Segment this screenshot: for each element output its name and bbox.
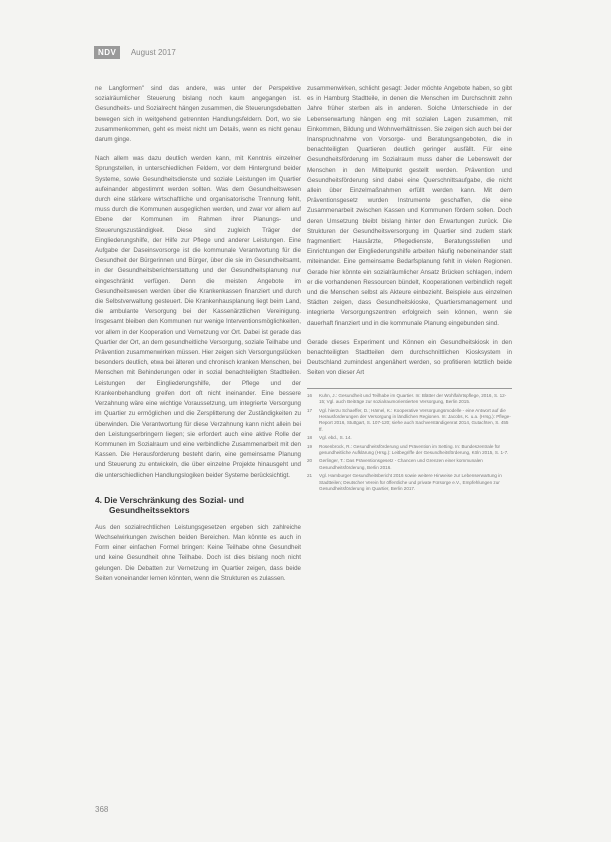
footnote — [307, 435, 512, 441]
paragraph: Nach allem was dazu deutlich werden kann, mit Kenntnis einzelner Sprungstellen, in unterschiedlichen Feldern, vor dem Hintergrund beider Systeme, sowie Gesundheitsdienste und soziale Leistungen im Quartier aufeinander abgestimmt werden sollten. Was dem Gesundheitswesen durch eine stärkere wirtschaftliche und organisatorische Trennung fehlt, muss durch die Kommunen ausgeglichen werden, und zwar vor allem auf Ebene der Kommunen im Rahmen ihrer Planungs- und Steuerungszuständigkeit. Diese sind zugleich Träger der Eingliederungshilfe, der Hilfe zur Pflege und anderer Leistungen. Eine Aufgabe der Daseinsvorsorge ist die kommunale Verantwortung für die Gesundheit der Bürgerinnen und Bürger, über die sie im Gesundheitsamt, in der Gesundheitsberichterstattung und der Gesundheitsplanung nur eingeschränkt verfügen. Denn die meisten Angebote im Gesundheitswesen werden über die Krankenkassen finanziert und durch die Selbstverwaltung gesteuert. Die Krankenhausplanung liegt beim Land, die ambulante Versorgung bei der Kassenärztlichen Vereinigung. Insgesamt bleiben den Kommunen nur wenige Interventionsmöglichkeiten, vor allem in der Kooperation und Vernetzung vor Ort. Dabei ist gerade das Quartier der Ort, an dem gesundheitliche Versorgung, soziale Teilhabe und Prävention zusammenwirken müssen. Hier zeigen sich Versorgungslücken besonders deutlich, etwa bei älteren und chronisch kranken Menschen, bei Menschen mit Behinderungen oder in sozial benachteiligten Stadtteilen. Leistungen der Eingliederungshilfe, der Pflege und der Krankenbehandlung greifen dort oft nicht ineinander. Eine bessere Verzahnung wäre eine wichtige Voraussetzung, um integrierte Versorgung im Quartier zu ermöglichen und die Zersplitterung der Zuständigkeiten zu überwinden. Die Verantwortung für diese Verzahnung kann nicht allein bei den Leistungserbringern liegen; sie erfordert auch eine aktive Rolle der Kommunen im Sozialraum und eine verbindliche Zusammenarbeit mit den Kassen. Die Herausforderung besteht darin, eine gemeinsame Planung und Steuerung zu entwickeln, die über einzelne Projekte hinausgeht und die unterschiedlichen Handlungslogiken beider Systeme berücksichtigt. — [95, 155, 301, 479]
section-heading: 4. Die Verschränkung des Sozial- und Gesundheitssektors — [95, 494, 244, 515]
footnote-text: Vgl. hierzu Schaeffer, D.; Hämel, K.: Kooperative Versorgungsmodelle - eine Antwort auf die Herausforderungen der Versorgung in ländlichen Regionen. In: Jacobs, K. u.a. (Hrsg.): Pflege-Report 2016, Stuttgart, S. 107-120; siehe auch Sachverständigenrat 2014, Gutachten, S. 455 ff. — [319, 407, 511, 432]
footnote-text: Vgl. ebd., S. 14. — [319, 435, 352, 441]
footnote-text: Rosenbrock, R.: Gesundheitsförderung und Prävention im Setting. In: Bundeszentrale für gesundheitliche Aufklärung (Hrsg.): Leitbegriffe der Gesundheitsförderung, Köln 2015, S. 1-7. — [319, 443, 509, 455]
issue-date: August 2017 — [130, 48, 176, 57]
footnote — [307, 458, 512, 471]
footnote-text: Vgl. Hamburger Gesundheitsbericht 2016 sowie weitere Hinweise zur Lebenserwartung in Stadtteilen; Deutscher Verein für öffentliche und private Fürsorge e.V., Empfehlungen zur Gesundheitsförderung im Quartier, Berlin 2017. — [319, 473, 502, 491]
footnote-text: Kuhn, J.: Gesundheit und Teilhabe im Quartier. In: Blätter der Wohlfahrtspflege, 2016, S. 12-15; Vgl. auch Beiträge zur sozialraumorientierten Versorgung, Berlin 2015. — [319, 392, 507, 405]
footnote-number: 19 — [307, 443, 313, 449]
footnote-number: 21 — [307, 473, 313, 479]
footnote — [307, 444, 512, 457]
journal-badge: NDV — [94, 46, 120, 59]
paragraph: ne Langformen" sind das andere, was unter der Perspektive sozialräumlicher Steuerung bislang noch kaum angegangen ist. Gesundheits- und Sozialrecht hängen zusammen, die Steuerungsdebatten bewegen sich in weitgehend getrennten Handlungsfeldern. Dort, wo sie zusammenkommen, geht es meist nicht um Details, wenn es nicht genau darum ginge. — [95, 85, 301, 144]
footnote-number: 18 — [307, 435, 313, 441]
footnote — [307, 473, 512, 492]
footnote-number: 16 — [307, 392, 313, 398]
footnote-number: 20 — [307, 458, 313, 464]
paragraph: Aus den sozialrechtlichen Leistungsgesetzen ergeben sich zahlreiche Wechselwirkungen zwischen beiden Bereichen. Man könnte es auch in Form einer einfachen Formel bringen: Keine Teilhabe ohne Gesundheit und keine Gesundheit ohne Teilhabe. Doch ist dies bislang noch nicht gelungen. Die Debatten zur Vernetzung im Quartier zeigen, dass beide Seiten voneinander lernen könnten, wenn die Strukturen es zulassen. — [95, 523, 301, 582]
footnote-number: 17 — [307, 407, 313, 413]
footnote — [307, 408, 512, 434]
page-number: 368 — [95, 805, 109, 814]
footnote-text: Gerlinger, T.: Das Präventionsgesetz - Chancen und Grenzen einer kommunalen Gesundheitsförderung, Berlin 2016. — [319, 458, 483, 470]
paragraph: zusammenwirken, schlicht gesagt: Jeder möchte Angebote haben, so gibt es in Hamburg Stadtteile, in denen die Menschen im Durchschnitt zehn Jahre früher sterben als in anderen. Solche Unterschiede in der Lebenserwartung hängen eng mit sozialen Lagen zusammen, mit Einkommen, Bildung und Wohnverhältnissen. Sie zeigen sich auch bei der Inanspruchnahme von Vorsorge- und Beratungsangeboten, die in benachteiligten Quartieren deutlich geringer ausfällt. Für eine Gesundheitsförderung im Sozialraum muss daher die Lebenswelt der Menschen in den Mittelpunkt gestellt werden. Prävention und Gesundheitsförderung sind dabei eine Querschnittsaufgabe, die nicht allein über Einzelmaßnahmen erfüllt werden kann. Mit dem Präventionsgesetz wurden Instrumente geschaffen, die eine Zusammenarbeit zwischen Kassen und Kommunen fördern sollen. Doch deren Umsetzung bleibt bislang hinter den Erwartungen zurück. Die Strukturen der Gesundheitsversorgung im Quartier sind zudem stark fragmentiert: Hausärzte, Pflegedienste, Beratungsstellen und Einrichtungen der Eingliederungshilfe arbeiten häufig nebeneinander statt miteinander. Eine gemeinsame Bedarfsplanung fehlt in vielen Regionen. Gerade hier könnte ein sozialräumlicher Ansatz Brücken schlagen, indem er die vorhandenen Ressourcen bündelt, Kooperationen verbindlich regelt und die Menschen selbst als Akteure einbezieht. Beispiele aus einzelnen Städten zeigen, dass Gesundheitskioske, Quartiersmanagement und integrierte Versorgungszentren erfolgreich sein können, wenn sie dauerhaft finanziert und in die kommunale Planung eingebunden sind. — [307, 85, 512, 327]
page-header — [94, 42, 176, 56]
left-column — [95, 84, 301, 593]
footnotes — [307, 388, 512, 493]
paragraph: Gerade dieses Experiment und Können ein Gesundheitskiosk in den benachteiligten Stadtteilen dem durchschnittlichen Kiosksystem in Deutschland zumindest angenähert werden, so profitieren letztlich beide Seiten von dieser Art — [307, 338, 512, 377]
footnote — [307, 393, 512, 406]
right-column — [307, 84, 512, 494]
